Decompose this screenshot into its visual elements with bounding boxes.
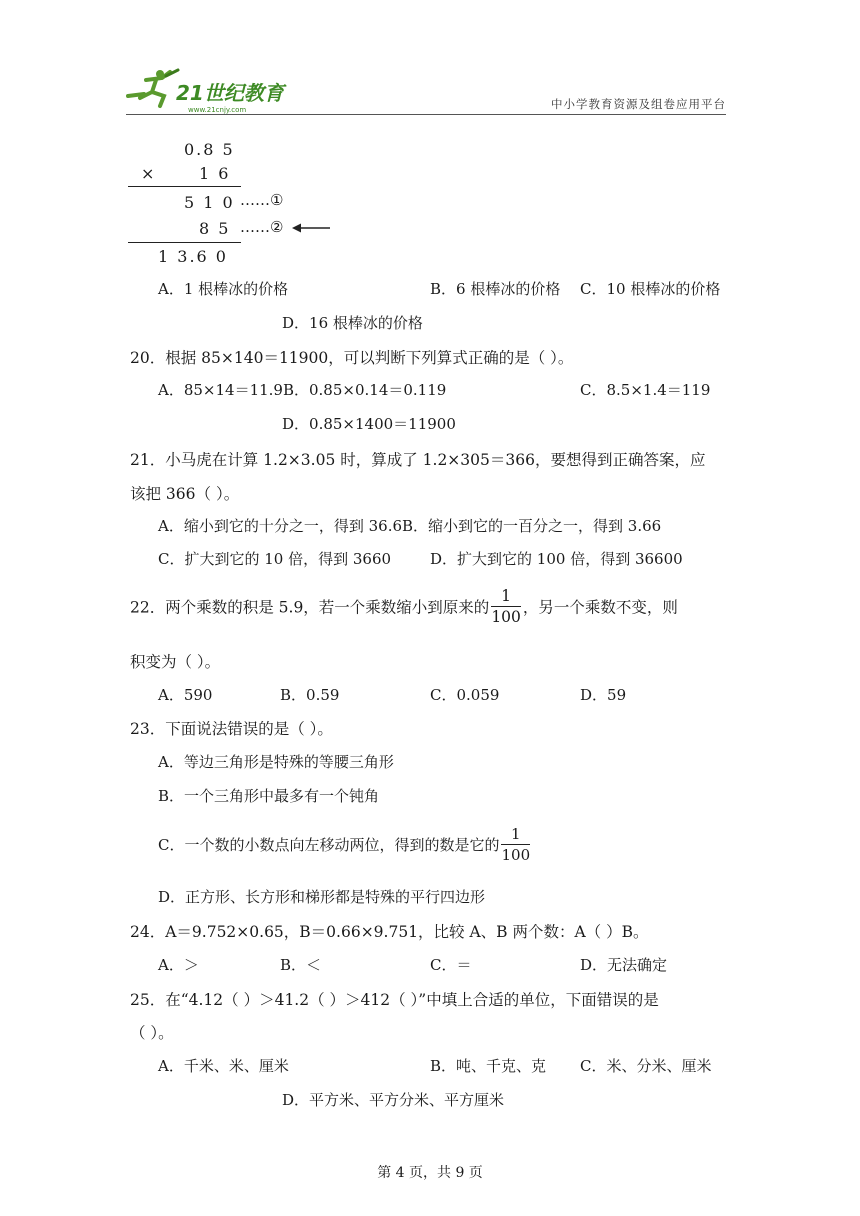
q21-question-line-2: 该把 366（ ）。 — [130, 485, 240, 503]
q24-option-d: D．无法确定 — [580, 956, 668, 974]
q23-option-a: A．等边三角形是特殊的等腰三角形 — [158, 753, 394, 771]
fraction-one-hundredth — [501, 824, 530, 865]
calc-row-1: 0.8 5 — [184, 140, 235, 159]
fraction-one-hundredth — [491, 586, 521, 627]
calc-row-3: 5 1 0 — [184, 193, 235, 212]
q22-option-d: D．59 — [580, 686, 627, 704]
calc-times-sign: × — [141, 164, 157, 183]
q20-option-c: C．8.5×1.4＝119 — [580, 381, 711, 399]
q22-text-b: ，另一个乘数不变，则 — [522, 598, 678, 617]
q19-option-b: B．6 根棒冰的价格 — [430, 280, 561, 298]
header-divider — [126, 114, 726, 115]
q25-option-b: B．吨、千克、克 — [430, 1057, 547, 1075]
q23-question: 23．下面说法错误的是（ ）。 — [130, 720, 333, 738]
q23-option-c-text: C．一个数的小数点向左移动两位，得到的数是它的 — [158, 836, 500, 854]
calc-mark-1: ……① — [240, 191, 284, 209]
q24-option-b: B．＜ — [280, 956, 322, 974]
q25-option-c: C．米、分米、厘米 — [580, 1057, 712, 1075]
q20-option-d: D．0.85×1400＝11900 — [282, 415, 456, 433]
q19-option-a: A．1 根棒冰的价格 — [158, 280, 289, 298]
q25-question-line-2: （ ）。 — [130, 1024, 174, 1042]
q23-option-c — [158, 824, 532, 865]
q25-option-d: D．平方米、平方分米、平方厘米 — [282, 1091, 505, 1109]
page-number: 第 4 页，共 9 页 — [377, 1165, 483, 1181]
q24-option-c: C．＝ — [430, 956, 472, 974]
q22-question-line-2: 积变为（ ）。 — [130, 653, 221, 671]
q22-option-a: A．590 — [158, 686, 213, 704]
q22-option-c: C．0.059 — [430, 686, 500, 704]
q24-option-a: A．＞ — [158, 956, 199, 974]
q21-option-ab: A．缩小到它的十分之一，得到 36.6B．缩小到它的一百分之一，得到 3.66 — [158, 517, 662, 535]
calc-row-2: 1 6 — [199, 164, 231, 183]
q22-option-b: B．0.59 — [280, 686, 340, 704]
q25-option-a: A．千米、米、厘米 — [158, 1057, 289, 1075]
q22-text-a: 22．两个乘数的积是 5.9，若一个乘数缩小到原来的 — [130, 598, 490, 617]
header-platform-name: 中小学教育资源及组卷应用平台 — [551, 97, 726, 111]
q20-question: 20．根据 85×140＝11900，可以判断下列算式正确的是（ ）。 — [130, 349, 574, 367]
calc-line-1 — [128, 186, 241, 187]
fraction-denominator: 100 — [491, 608, 521, 626]
q20-option-ab: A．85×14＝11.9B．0.85×0.14＝0.119 — [158, 381, 447, 399]
q25-question-line-1: 25．在“4.12（ ）＞41.2（ ）＞412（ ）”中填上合适的单位，下面错误的是 — [130, 991, 659, 1009]
q21-option-c: C．扩大到它的 10 倍，得到 3660 — [158, 550, 392, 568]
fraction-numerator: 1 — [491, 586, 521, 607]
logo-text: 21世纪教育 — [176, 81, 284, 105]
q21-question-line-1: 21．小马虎在计算 1.2×3.05 时，算成了 1.2×305＝366，要想得到正确答案，应 — [130, 451, 706, 469]
arrow-left-icon — [292, 222, 332, 234]
q19-option-c: C．10 根棒冰的价格 — [580, 280, 721, 298]
fraction-denominator: 100 — [501, 846, 531, 864]
logo-url: www.21cnjy.com — [188, 106, 247, 114]
calc-mark-2: ……② — [240, 218, 284, 236]
calc-line-2 — [128, 242, 241, 243]
calc-result: 1 3.6 0 — [158, 247, 228, 266]
q22-question-line-1 — [130, 586, 678, 627]
q21-option-d: D．扩大到它的 100 倍，得到 36600 — [430, 550, 683, 568]
calc-row-4: 8 5 — [199, 219, 231, 238]
q23-option-d: D．正方形、长方形和梯形都是特殊的平行四边形 — [158, 888, 486, 906]
q19-option-d: D．16 根棒冰的价格 — [282, 314, 423, 332]
q23-option-b: B．一个三角形中最多有一个钝角 — [158, 787, 380, 805]
q24-question: 24．A＝9.752×0.65，B＝0.66×9.751，比较 A、B 两个数：A（ ）B。 — [130, 923, 649, 941]
logo-21cnjy — [126, 68, 296, 114]
fraction-numerator: 1 — [501, 824, 530, 845]
